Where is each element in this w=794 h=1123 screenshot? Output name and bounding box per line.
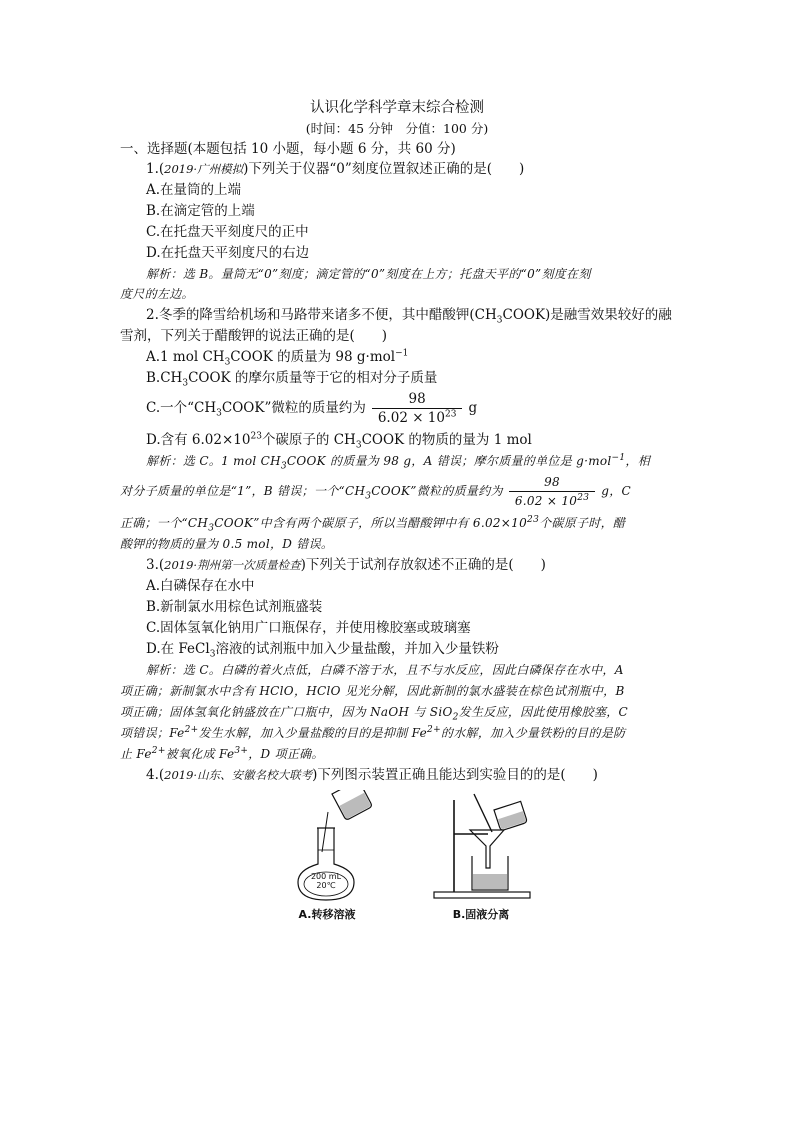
section-heading: 一、选择题(本题包括 10 小题，每小题 6 分，共 60 分) <box>120 141 456 157</box>
q3-option-b: B.新制氯水用棕色试剂瓶盛装 <box>146 599 323 615</box>
pour-stream <box>322 812 328 852</box>
q3-explanation-line4: 项错误；$Fe^{2+}$发生水解，加入少量盐酸的目的是抑制 $Fe^{2+}$的水解，加入少量铁粉的目的是防 <box>120 725 626 740</box>
q2-option-a: A.1 mol $CH_3COOK$ 的质量为 98 g·mol$^{-1}$ <box>146 348 409 368</box>
q1-option-b: B.在滴定管的上端 <box>146 203 255 219</box>
q2-explanation-line3: 正确；一个“$CH_3COOK$”中含有两个碳原子，所以当醋酸钾中有 $6.02\times 10^{23}$个碳原子时，醋 <box>120 515 626 534</box>
q2-option-b: $B.CH_3COOK$ 的摩尔质量等于它的相对分子质量 <box>146 370 438 389</box>
q1-option-c: C.在托盘天平刻度尺的正中 <box>146 224 309 240</box>
q2-explanation-line2: 对分子质量的单位是“1”，B 错误；一个“$CH_3COOK$”微粒的质量约为 $\frac{98}{6.02 \times 10^{23}}$ g，C <box>120 474 632 508</box>
q1-option-a: A.在量筒的上端 <box>146 182 242 198</box>
beaker-icon <box>332 790 373 820</box>
q3-explanation-line5: 止 $Fe^{2+}$被氧化成 $Fe^{3+}$，D 项正确。 <box>120 746 324 761</box>
flask-label: 200 mL 20℃ <box>310 872 342 890</box>
q3-explanation-line3: 项正确；固体氢氧化钠盛放在广口瓶中，因为 NaOH 与 SiO$_2$发生反应，因此使用橡胶塞，C <box>120 705 629 723</box>
q3-option-d: D.在 FeCl$_3$溶液的试剂瓶中加入少量盐酸，并加入少量铁粉 <box>146 641 499 660</box>
q2-explanation-line4: 酸钾的物质的量为 0.5 mol，D 错误。 <box>120 537 334 551</box>
question-2-stem: 2.冬季的降雪给机场和马路带来诸多不便，其中醋酸钾$(CH_3COOK)$是融雪效果较好的融 <box>146 307 672 326</box>
q1-explanation-line2: 度尺的左边。 <box>120 287 194 301</box>
question-2-stem-line2: 雪剂，下列关于醋酸钾的说法正确的是( ) <box>120 328 388 344</box>
q2-option-d: D.含有 $6.02\times 10^{23}$个碳原子的 $CH_3COOK$ 的物质的量为 1 mol <box>146 431 532 451</box>
figure-b-solid-liquid-separation <box>432 792 532 904</box>
q2-explanation-fraction: $\frac{98}{6.02 \times 10^{23}}$ <box>509 474 595 510</box>
page-subtitle: (时间：45 分钟 分值：100 分) <box>305 121 489 136</box>
q3-option-a: A.白磷保存在水中 <box>146 578 255 594</box>
q3-option-c: C.固体氢氧化钠用广口瓶保存，并使用橡胶塞或玻璃塞 <box>146 620 471 636</box>
q2-option-c: C.一个“$CH_3COOK$”微粒的质量约为 $\frac{98}{6.02 \times 10^{23}}$ g <box>146 390 478 426</box>
q2-option-c-fraction: $\frac{98}{6.02 \times 10^{23}}$ <box>372 391 463 427</box>
page-title: 认识化学科学章末综合检测 <box>310 100 484 116</box>
question-1-stem: 1.(2019·广州模拟)下列关于仪器“0”刻度位置叙述正确的是( ) <box>146 161 525 177</box>
q1-option-d: D.在托盘天平刻度尺的右边 <box>146 245 310 261</box>
q3-explanation-line1: 解析：选 C。白磷的着火点低，白磷不溶于水，且不与水反应，因此白磷保存在水中，A <box>146 663 624 677</box>
beaker-icon <box>494 801 527 831</box>
glass-rod <box>474 794 492 832</box>
question-4-stem: 4.(2019·山东、安徽名校大联考)下列图示装置正确且能达到实验目的的是( ) <box>146 767 598 783</box>
q1-explanation-line1: 解析：选 B。量筒无“0”刻度；滴定管的“0”刻度在上方；托盘天平的“0”刻度在刻 <box>146 267 591 281</box>
q2-explanation-line1: 解析：选 C。1 mol $CH_3COOK$ 的质量为 98 g，A 错误；摩尔质量的单位是 g·mol$^{-1}$，相 <box>146 453 651 472</box>
funnel-icon <box>470 830 504 868</box>
q3-explanation-line2: 项正确；新制氯水中含有 HClO，HClO 见光分解，因此新制的氯水盛装在棕色试剂瓶中，B <box>120 684 625 698</box>
figure-b-caption: B.固液分离 <box>452 908 510 921</box>
figure-a-caption: A.转移溶液 <box>298 908 356 921</box>
question-3-stem: 3.(2019·荆州第一次质量检查)下列关于试剂存放叙述不正确的是( ) <box>146 557 546 573</box>
